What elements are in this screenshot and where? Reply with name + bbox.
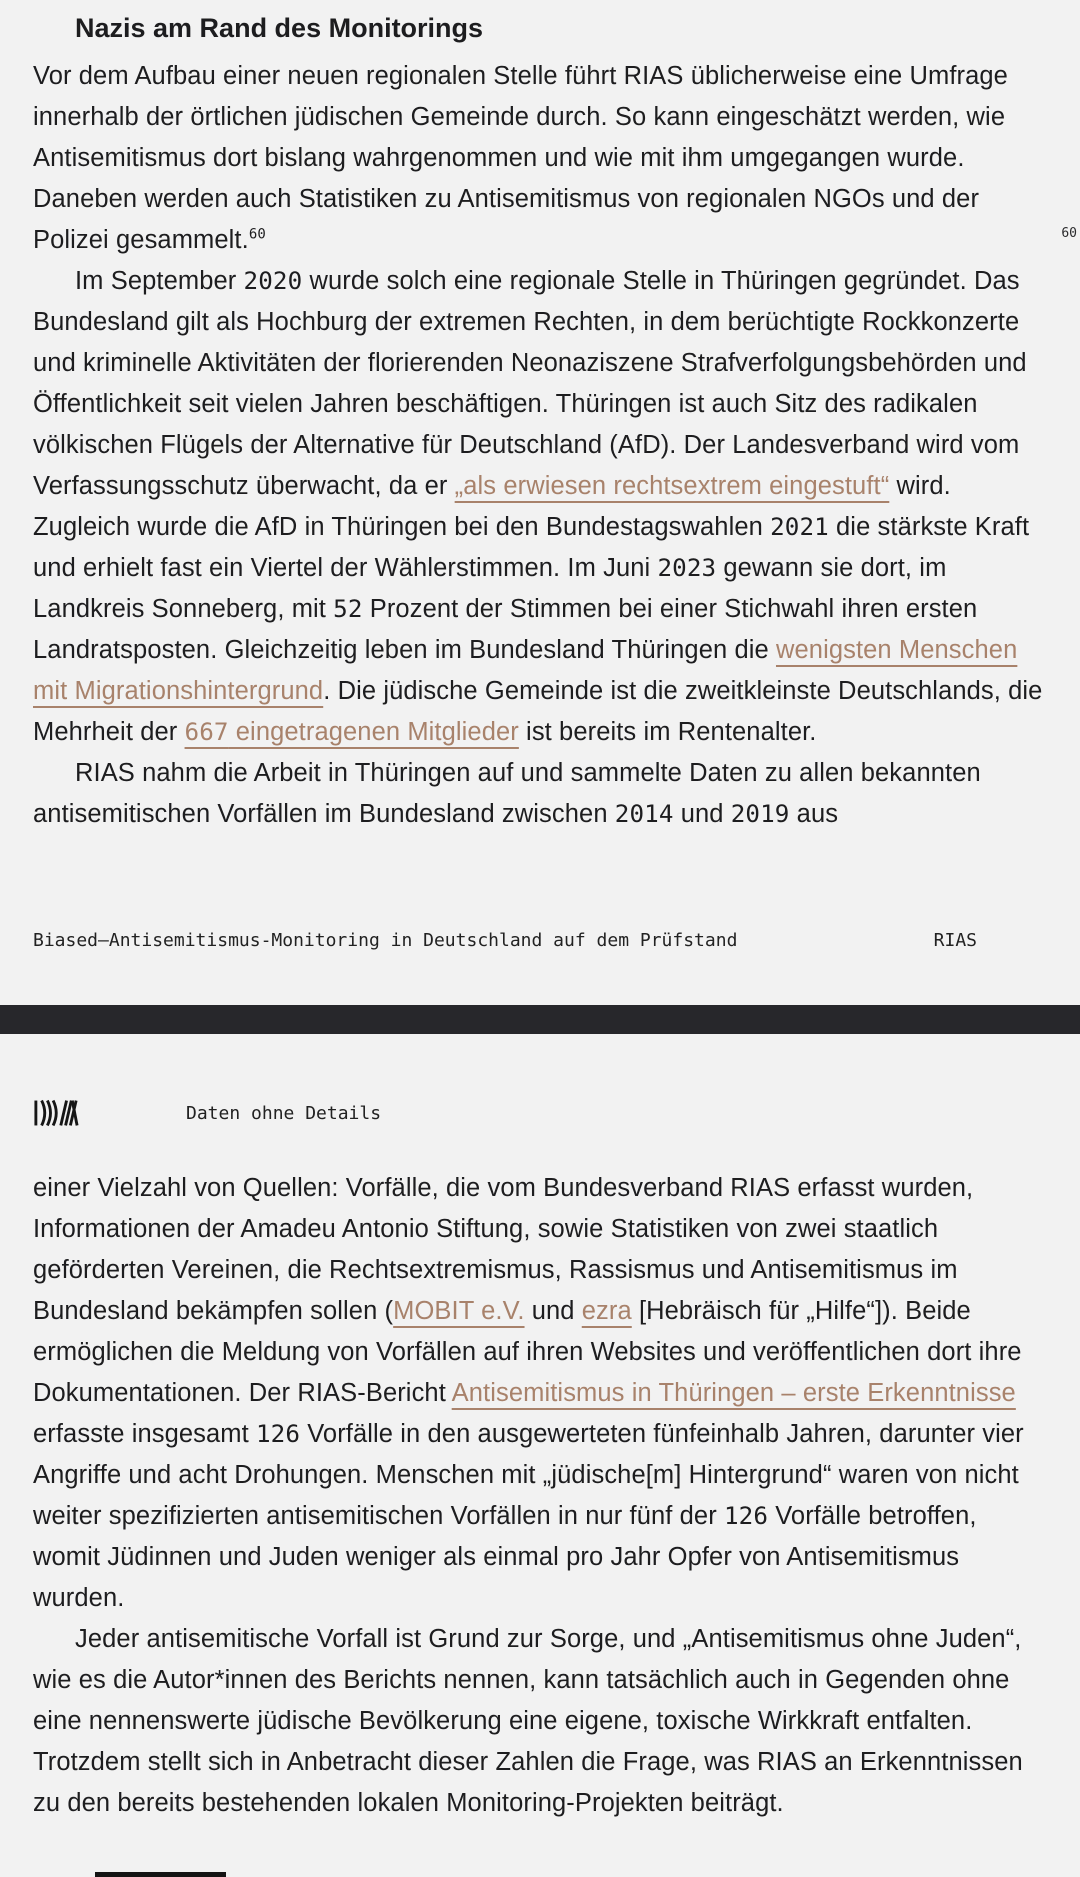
text-link[interactable]: wenigsten Menschen mit Migrationshintergrund xyxy=(33,636,1018,705)
text-run: RIAS nahm die Arbeit in Thüringen auf und sammelte Daten zu allen bekannten antisemitischen Vorfällen im Bundesland zwischen 2014 und 2019 aus xyxy=(33,759,981,828)
numeral: 52 xyxy=(333,595,363,623)
footnote-ref: 60 xyxy=(248,226,266,243)
page1-text xyxy=(33,56,1047,835)
text-run: Vor dem Aufbau einer neuen regionalen Stelle führt RIAS üblicherweise eine Umfrage innerhalb der örtlichen jüdischen Gemeinde durch. So kann eingeschätzt werden, wie Antisemitismus dort bislang wahrgenommen und wie mit ihm umgegangen wurde. Daneben werden auch Statistiken zu Antisemitismus von regionalen NGOs und der Polizei gesammelt. xyxy=(33,62,1008,254)
text-link[interactable]: „als erwiesen rechtsextrem eingestuft“ xyxy=(454,472,890,500)
text-link[interactable]: Antisemitismus in Thüringen – erste Erkenntnisse xyxy=(451,1379,1016,1407)
next-page-heading-fragment xyxy=(95,1872,226,1877)
paragraph xyxy=(33,1168,1047,1619)
numeral: 2014 xyxy=(614,800,674,828)
page2-header xyxy=(33,1096,381,1130)
section-heading: Nazis am Rand des Monitorings xyxy=(75,13,484,43)
numeral: 126 xyxy=(256,1420,301,1448)
text-run: wird. Zugleich wurde die AfD in Thüringen bei den Bundestagswahlen 2021 die stärkste Kraft und erhielt fast ein Viertel der Wählerstimmen. Im Juni 2023 gewann sie dort, im Landkreis Sonneberg, mit 52 Prozent der Stimmen bei einer Stichwahl ihren ersten Landratsposten. Gleichzeitig leben im Bundesland Thüringen die xyxy=(33,472,1030,664)
numeral: 667 xyxy=(184,718,229,746)
text-run: [Hebräisch für „Hilfe“]). Beide ermöglichen die Meldung von Vorfällen auf ihren Websites und veröffentlichen dort ihre Dokumentationen. Der RIAS-Bericht xyxy=(33,1297,1022,1407)
footer-book-title: Biased—Antisemitismus-Monitoring in Deutschland auf dem Prüfstand xyxy=(33,930,738,951)
page-1 xyxy=(0,12,1080,835)
text-run: . Die jüdische Gemeinde ist die zweitkleinste Deutschlands, die Mehrheit der xyxy=(33,677,1043,746)
text-link[interactable]: ezra xyxy=(581,1297,632,1325)
chapter-title: Daten ohne Details xyxy=(186,1102,382,1124)
rias-logo-icon xyxy=(33,1098,79,1128)
numeral: 126 xyxy=(724,1502,769,1530)
margin-footnote-number: 60 xyxy=(1061,226,1077,241)
paragraph xyxy=(33,261,1047,753)
paragraph xyxy=(33,56,1047,261)
text-run: ist bereits im Rentenalter. xyxy=(518,718,817,746)
text-run: Jeder antisemitische Vorfall ist Grund zur Sorge, und „Antisemitismus ohne Juden“, wie es die Autor*innen des Berichts nennen, kann tatsächlich auch in Gegenden ohne eine nennenswerte jüdische Bevölkerung eine eigene, toxische Wirkkraft entfalten. Trotzdem stellt sich in Anbetracht dieser Zahlen die Frage, was RIAS an Erkenntnissen zu den bereits bestehenden lokalen Monitoring-Projekten beiträgt. xyxy=(33,1625,1023,1817)
numeral: 2021 xyxy=(770,513,829,541)
text-run: einer Vielzahl von Quellen: Vorfälle, die vom Bundesverband RIAS erfasst wurden, Informationen der Amadeu Antonio Stiftung, sowie Statistiken von zwei staatlich geförderten Vereinen, die Rechtsextremismus, Rassismus und Antisemitismus im Bundesland bekämpfen sollen ( xyxy=(33,1174,974,1325)
numeral: 2020 xyxy=(243,267,303,295)
page-2 xyxy=(0,1168,1080,1824)
text-link[interactable]: MOBIT e.V. xyxy=(393,1297,525,1325)
page2-text xyxy=(33,1168,1047,1824)
text-run: Im September 2020 wurde solch eine regionale Stelle in Thüringen gegründet. Das Bundesland gilt als Hochburg der extremen Rechten, in dem berüchtigte Rockkonzerte und kriminelle Aktivitäten der florierenden Neonaziszene Strafverfolgungsbehörden und Öffentlichkeit seit vielen Jahren beschäftigen. Thüringen ist auch Sitz des radikalen völkischen Flügels der Alternative für Deutschland (AfD). Der Landesverband wird vom Verfassungsschutz überwacht, da er xyxy=(33,267,1027,500)
page-separator-bar xyxy=(0,1005,1080,1034)
page1-footer xyxy=(33,930,977,951)
text-run: erfasste insgesamt 126 Vorfälle in den ausgewerteten fünfeinhalb Jahren, darunter vier Angriffe und acht Drohungen. Menschen mit „jüdische[m] Hintergrund“ waren von nicht weiter spezifizierten antisemitischen Vorfällen in nur fünf der 126 Vorfälle betroffen, womit Jüdinnen und Juden weniger als einmal pro Jahr Opfer von Antisemitismus wurden. xyxy=(33,1420,1024,1612)
numeral: 2019 xyxy=(730,800,790,828)
text-run: und xyxy=(524,1297,582,1325)
paragraph xyxy=(33,1619,1047,1824)
numeral: 2023 xyxy=(657,554,717,582)
text-link[interactable]: 667 eingetragenen Mitglieder xyxy=(184,718,519,746)
footer-publisher: RIAS xyxy=(933,930,977,951)
paragraph xyxy=(33,753,1047,835)
